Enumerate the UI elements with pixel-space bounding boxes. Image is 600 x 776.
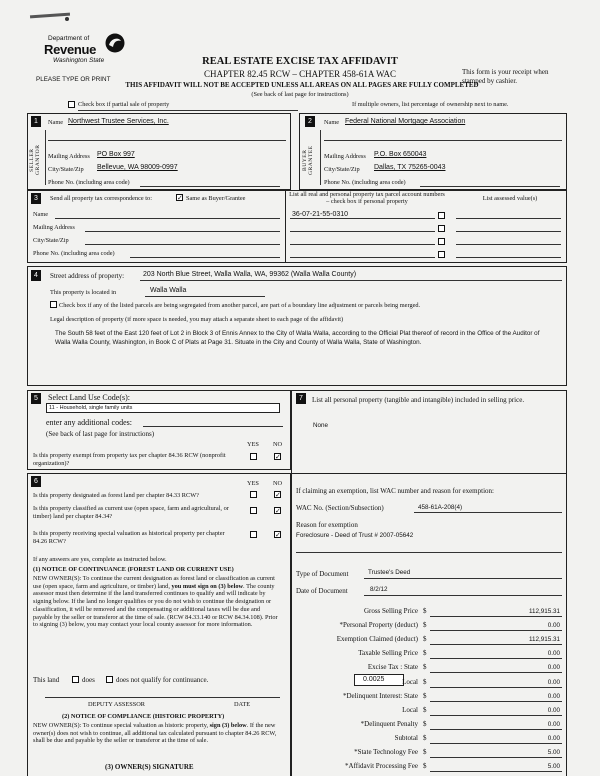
please-type: PLEASE TYPE OR PRINT <box>36 76 111 83</box>
tax-line-underline <box>430 630 562 631</box>
seller-side-label: SELLER GRANTOR <box>29 144 41 176</box>
notice1-text <box>33 575 281 629</box>
wac-value[interactable]: 458-61A-208(4) <box>418 504 463 511</box>
reason-line <box>296 552 562 553</box>
logo-dept: Department of <box>48 35 90 42</box>
buyer-name-value[interactable]: Federal National Mortgage Association <box>345 118 466 125</box>
buyer-divider <box>320 130 321 185</box>
street-value[interactable]: 203 North Blue Street, Walla Walla, WA, 99362 (Walla Walla County) <box>143 271 357 278</box>
tax-line-dollar: $ <box>423 692 427 700</box>
reason-value[interactable]: Foreclosure - Deed of Trust # 2007-05642 <box>296 532 414 539</box>
tax-line-underline <box>430 672 562 673</box>
partial-sale-line <box>78 110 298 111</box>
forest-question: Is this property designated as forest land per chapter 84.33 RCW? <box>33 492 199 499</box>
historic-no-checkbox[interactable]: ✓ <box>275 531 281 539</box>
tax-line-label: *State Technology Fee <box>354 748 418 756</box>
multiple-owners-note: If multiple owners, list percentage of ownership next to name. <box>352 101 509 108</box>
tax-line-label: Gross Selling Price <box>363 607 418 615</box>
logo-swirl-icon <box>104 32 126 54</box>
tax-line-underline <box>430 687 562 688</box>
assessed-line-4 <box>456 257 561 258</box>
doc-date-value[interactable]: 8/2/12 <box>370 586 388 593</box>
located-line <box>145 296 265 297</box>
tax-line-dollar: $ <box>423 734 427 742</box>
corr-mailing-line <box>85 231 280 232</box>
tax-line-label: Local <box>402 706 418 714</box>
tax-line-dollar: $ <box>423 635 427 643</box>
tax-line-label: Exemption Claimed (deduct) <box>336 635 418 643</box>
located-value[interactable]: Walla Walla <box>150 287 187 294</box>
tax-line-value[interactable]: 0.00 <box>547 679 560 686</box>
parcel-line-4 <box>290 257 435 258</box>
corr-mailing-label: Mailing Address <box>33 224 75 231</box>
segregated-checkbox[interactable] <box>50 301 57 308</box>
parcel-1-value[interactable]: 36-07-21-55-0310 <box>292 211 349 218</box>
tax-line-label: Taxable Selling Price <box>358 649 418 657</box>
logo-state: Washington State <box>53 57 105 64</box>
assessed-line-3 <box>456 244 561 245</box>
tax-line-underline <box>430 715 562 716</box>
legal-label: Legal description of property (if more space is needed, you may attach a separate sheet to each page of the affidavit) <box>50 316 344 323</box>
assessed-header: List assessed value(s) <box>482 195 538 202</box>
tax-line-value[interactable]: 5.00 <box>547 749 560 756</box>
tax-line-underline <box>430 757 562 758</box>
tax-line-dollar: $ <box>423 621 427 629</box>
seller-mailing-value[interactable]: PO Box 997 <box>97 151 135 158</box>
tax-line-underline <box>430 644 562 645</box>
tax-line-value[interactable]: 112,915.31 <box>528 636 560 643</box>
seller-name-value[interactable]: Northwest Trustee Services, Inc. <box>68 118 169 125</box>
tax-line-underline <box>430 729 562 730</box>
seller-phone-line <box>140 186 280 187</box>
buyer-side-label: BUYER GRANTEE <box>302 145 314 175</box>
parcel-header: List all real and personal property tax parcel account numbers – check box if personal property <box>289 191 445 205</box>
doc-type-line <box>364 578 562 579</box>
tax-line-value[interactable]: 0.00 <box>547 707 560 714</box>
corr-name-label: Name <box>33 211 49 218</box>
right-divider <box>291 473 567 474</box>
wac-line <box>414 512 562 513</box>
corr-phone-label: Phone No. (including area code) <box>33 250 115 257</box>
tax-line-dollar: $ <box>423 706 427 714</box>
section-5-number: 5 <box>31 393 41 404</box>
buyer-phone-label: Phone No. (including area code) <box>324 179 406 186</box>
parcel-line-3 <box>290 244 435 245</box>
exemption-label: If claiming an exemption, list WAC number and reason for exemption: <box>296 487 494 495</box>
if-any-yes: If any answers are yes, complete as instructed below. <box>33 556 167 563</box>
corr-city-line <box>85 244 280 245</box>
exempt-yes-checkbox[interactable] <box>250 453 257 460</box>
tax-line-dollar: $ <box>423 748 427 756</box>
assessor-sign-line <box>45 697 280 698</box>
section-4-number: 4 <box>31 270 41 281</box>
corr-name-line <box>55 218 280 219</box>
right-column <box>291 390 567 776</box>
notice2-text <box>33 722 283 745</box>
seller-phone-label: Phone No. (including area code) <box>48 179 130 186</box>
tax-line-dollar: $ <box>423 678 427 686</box>
land-use-label: Select Land Use Code(s): <box>48 393 130 402</box>
does-not-checkbox[interactable] <box>106 676 113 683</box>
notice1-text-b: . The county assessor must then determine if the land transferred continues to qualify and will indicate by signing below. If the land no longer qualifies or you do not wish to continue the designation or classification, it will be removed and the compensating or additional taxes will be due and payable by the seller or transferor at the time of sale. (RCW 84.33.140 or RCW 84.34.108). Prior to signing (3) below, you may contact your local county assessor for more information. <box>33 582 278 629</box>
located-label: This property is located in <box>50 289 117 296</box>
notice1-text-bold: you must sign on (3) below <box>171 582 244 590</box>
assessed-line-1 <box>456 218 561 219</box>
local-rate-value: 0.0025 <box>363 676 385 683</box>
parcel-4-checkbox[interactable] <box>438 251 445 258</box>
seller-name-label: Name <box>48 119 64 126</box>
assessed-line-2 <box>456 231 561 232</box>
forest-yes-checkbox[interactable] <box>250 491 257 498</box>
form-title: REAL ESTATE EXCISE TAX AFFIDAVIT <box>202 56 398 67</box>
buyer-name-label: Name <box>324 119 340 126</box>
form-warning: THIS AFFIDAVIT WILL NOT BE ACCEPTED UNLESS ALL AREAS ON ALL PAGES ARE FULLY COMPLETED <box>125 81 479 89</box>
additional-codes-label: enter any additional codes: <box>46 418 132 427</box>
land-use-see-back: (See back of last page for instructions) <box>46 430 155 438</box>
parcel-1-checkbox[interactable] <box>438 212 445 219</box>
parcel-line-2 <box>290 231 435 232</box>
tax-line-underline <box>430 616 562 617</box>
notice1-title: (1) NOTICE OF CONTINUANCE (FOREST LAND OR CURRENT USE) <box>33 566 234 573</box>
form-chapter: CHAPTER 82.45 RCW – CHAPTER 458-61A WAC <box>204 69 396 79</box>
partial-sale-label: Check box if partial sale of property <box>78 101 170 108</box>
historic-question: Is this property receiving special valuation as historical property per chapter 84.26 RCW? <box>33 530 225 545</box>
buyer-mailing-value[interactable]: P.O. Box 650043 <box>374 151 427 158</box>
current-use-question: Is this property classified as current use (open space, farm and agricultural, or timber) land per chapter 84.34? <box>33 505 229 520</box>
does-not-label: does not qualify for continuance. <box>116 676 209 684</box>
see-back: (See back of last page for instructions) <box>251 91 349 98</box>
parcel-line-1 <box>290 218 435 219</box>
doc-date-line <box>364 595 562 596</box>
date-label: DATE <box>234 701 251 708</box>
current-use-yes-checkbox[interactable] <box>250 507 257 514</box>
tax-line-label: *Delinquent Interest: State <box>342 692 418 700</box>
seller-divider <box>45 130 46 185</box>
segregated-label: Check box if any of the listed parcels are being segregated from another parcel, are part of a boundary line adjustment or parcels being merged. <box>59 302 421 309</box>
deputy-assessor-label: DEPUTY ASSESSOR <box>88 701 145 708</box>
buyer-city-value[interactable]: Dallas, TX 75265-0043 <box>374 164 446 171</box>
notice2-text-bold: sign (3) below <box>209 722 247 729</box>
land-use-code-field[interactable] <box>46 403 280 413</box>
tax-line-dollar: $ <box>423 607 427 615</box>
personal-property-value[interactable]: None <box>313 422 329 429</box>
tax-line-value[interactable]: 0.00 <box>547 693 560 700</box>
logo-name: Revenue <box>44 42 97 57</box>
corr-phone-line <box>130 257 280 258</box>
doc-date-label: Date of Document <box>296 587 348 595</box>
tax-line-value[interactable]: 112,915.31 <box>528 608 560 615</box>
tax-line-dollar: $ <box>423 720 427 728</box>
personal-property-label: List all personal property (tangible and intangible) included in selling price. <box>312 396 525 404</box>
section-1-number: 1 <box>31 116 41 127</box>
does-label: does <box>82 676 95 684</box>
partial-sale-checkbox[interactable] <box>68 101 75 108</box>
buyer-name-line <box>324 140 562 141</box>
correspondence-label: Send all property tax correspondence to: <box>50 195 152 202</box>
seller-mailing-label: Mailing Address <box>48 153 90 160</box>
buyer-phone-line <box>420 186 560 187</box>
tax-line-label: Excise Tax : State <box>367 663 418 671</box>
parcel-3-checkbox[interactable] <box>438 238 445 245</box>
tax-line-value[interactable]: 0.00 <box>547 650 560 657</box>
tax-line-label: Local <box>402 678 418 686</box>
additional-codes-line <box>143 426 283 427</box>
wac-label: WAC No. (Section/Subsection) <box>296 504 384 512</box>
tax-line-dollar: $ <box>423 663 427 671</box>
notice2-text-b: . If the new owner(s) does not wish to continue, all additional tax calculated pursuant to chapter 84.26 RCW, shall be due and payable by the seller or transferor at the time of sale. <box>33 722 277 744</box>
doc-type-value[interactable]: Trustee's Deed <box>368 569 411 576</box>
current-use-no-checkbox[interactable]: ✓ <box>275 507 281 515</box>
scan-mark <box>30 13 70 19</box>
seller-city-label: City/State/Zip <box>48 166 84 173</box>
section-3-number: 3 <box>31 193 41 204</box>
doc-type-label: Type of Document <box>296 570 349 578</box>
tax-line-dollar: $ <box>423 762 427 770</box>
same-as-buyer-label: Same as Buyer/Grantee <box>186 195 246 202</box>
seller-city-value[interactable]: Bellevue, WA 98009-0997 <box>97 164 178 171</box>
section-7-number: 7 <box>296 393 306 404</box>
legal-value[interactable]: The South 58 feet of the East 120 feet of Lot 2 in Block 3 of Ennis Annex to the City of Walla Walla, according to the Official Plat thereof of record in the Office of the Auditor of Walla Walla County, Washington, in Book C of Plats at Page 31. Situate in the City and County of Walla Walla, State of Washington. <box>55 330 540 346</box>
s5-no-header: NO <box>273 441 283 448</box>
tax-line-value[interactable]: 0.00 <box>547 664 560 671</box>
reason-label: Reason for exemption <box>296 521 358 529</box>
exempt-no-checkbox[interactable]: ✓ <box>275 453 281 461</box>
buyer-mailing-label: Mailing Address <box>324 153 366 160</box>
buyer-city-label: City/State/Zip <box>324 166 360 173</box>
scan-dot <box>65 17 69 21</box>
historic-yes-checkbox[interactable] <box>250 531 257 538</box>
forest-no-checkbox[interactable]: ✓ <box>275 491 281 499</box>
receipt-note: This form is your receipt when stamped by cashier. <box>462 68 549 85</box>
this-land-label: This land <box>33 676 60 684</box>
agency-logo <box>44 32 134 70</box>
street-label: Street address of property: <box>50 272 125 280</box>
tax-line-label: *Personal Property (deduct) <box>339 621 418 629</box>
tax-line-label: *Delinquent Penalty <box>360 720 418 728</box>
corr-city-label: City/State/Zip <box>33 237 69 244</box>
tax-line-underline <box>430 771 562 772</box>
tax-line-value[interactable]: 0.00 <box>547 735 560 742</box>
tax-line-value[interactable]: 0.00 <box>547 721 560 728</box>
property-section <box>27 266 567 386</box>
land-use-code-value: 11 - Household, single family units <box>49 405 133 411</box>
s6-no-header: NO <box>273 480 283 487</box>
s6-yes-header: YES <box>247 480 259 487</box>
seller-name-line <box>48 140 286 141</box>
correspondence-divider <box>285 190 286 263</box>
tax-line-underline <box>430 701 562 702</box>
tax-line-value[interactable]: 5.00 <box>547 763 560 770</box>
section-2-number: 2 <box>305 116 315 127</box>
exempt-question: Is this property exempt from property tax per chapter 84.36 RCW (nonprofit organization)? <box>33 452 226 467</box>
same-as-buyer-checkbox[interactable]: ✓ <box>177 194 183 202</box>
tax-line-value[interactable]: 0.00 <box>547 622 560 629</box>
s5-yes-header: YES <box>247 441 259 448</box>
notice2-title: (2) NOTICE OF COMPLIANCE (HISTORIC PROPERTY) <box>62 713 225 720</box>
tax-line-underline <box>430 658 562 659</box>
tax-line-label: *Affidavit Processing Fee <box>345 762 418 770</box>
does-checkbox[interactable] <box>72 676 79 683</box>
tax-line-underline <box>430 743 562 744</box>
tax-line-dollar: $ <box>423 649 427 657</box>
notice1-text-a: NEW OWNER(S): To continue the current designation as forest land or classification as current use (open space, farm and agriculture, or timber) land, <box>33 575 275 590</box>
notice2-text-a: NEW OWNER(S): To continue special valuation as historic property, <box>33 722 210 729</box>
tax-line-label: Subtotal <box>394 734 418 742</box>
section-6-number: 6 <box>31 476 41 487</box>
owner-signature-label: (3) OWNER(S) SIGNATURE <box>105 763 194 771</box>
street-line <box>140 280 562 281</box>
parcel-2-checkbox[interactable] <box>438 225 445 232</box>
